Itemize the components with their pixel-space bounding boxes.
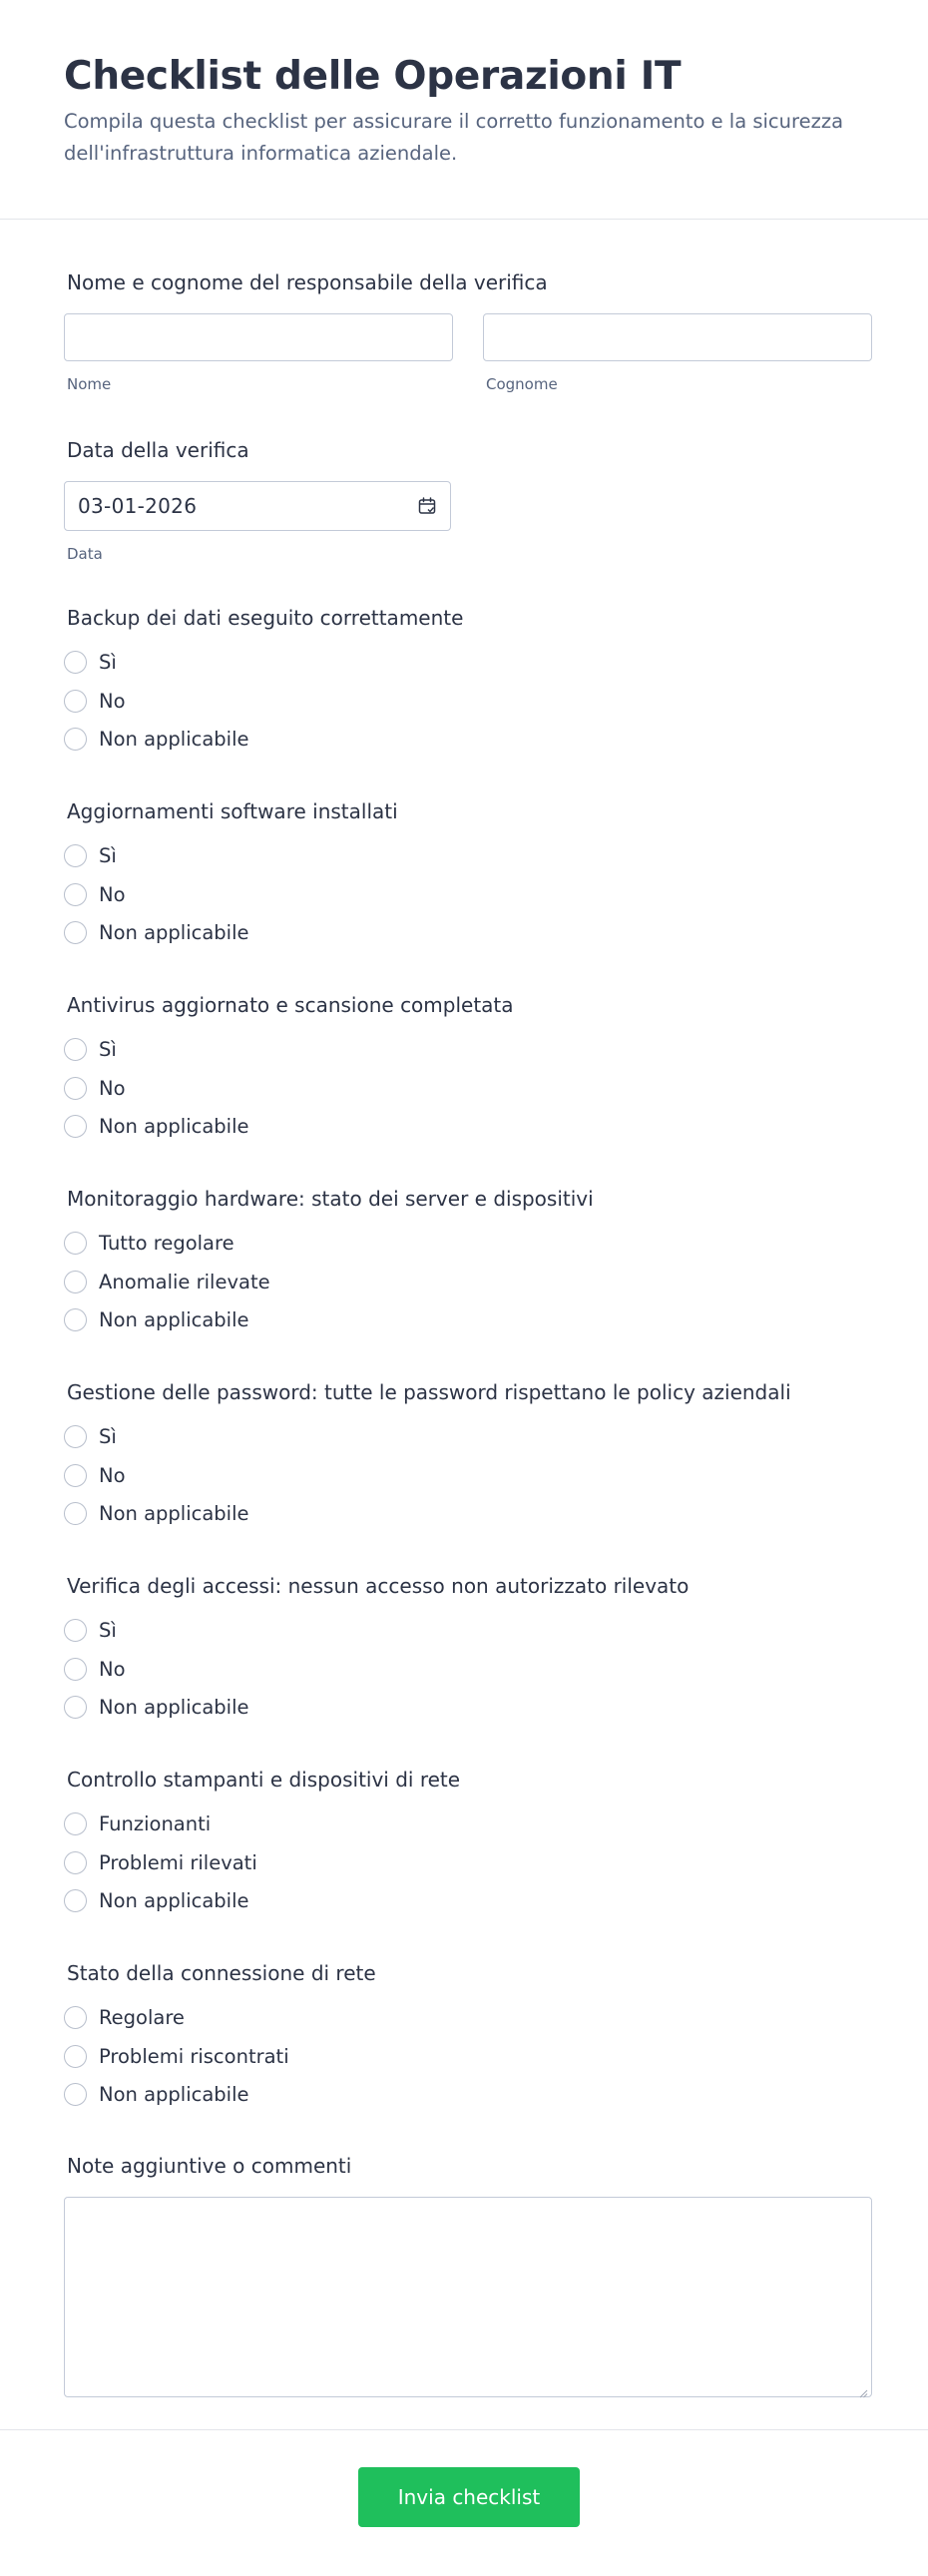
radio-option-label: No bbox=[99, 882, 126, 906]
radio-button[interactable] bbox=[64, 1271, 87, 1293]
question-label: Gestione delle password: tutte le password rispettano le policy aziendali bbox=[67, 1380, 791, 1404]
radio-button[interactable] bbox=[64, 1038, 87, 1061]
radio-button[interactable] bbox=[64, 1658, 87, 1681]
radio-option-label: Sì bbox=[99, 1618, 117, 1642]
radio-option[interactable] bbox=[64, 682, 872, 721]
radio-option[interactable] bbox=[64, 643, 872, 682]
question-label: Aggiornamenti software installati bbox=[67, 799, 398, 823]
question-printers-network-devices bbox=[64, 1767, 872, 1920]
radio-option[interactable] bbox=[64, 875, 872, 914]
radio-option-label: Non applicabile bbox=[99, 921, 249, 945]
question-label: Antivirus aggiornato e scansione completata bbox=[67, 993, 514, 1017]
radio-option-label: Non applicabile bbox=[99, 1115, 249, 1139]
radio-option-label: Non applicabile bbox=[99, 2083, 249, 2107]
radio-option-label: Non applicabile bbox=[99, 1308, 249, 1332]
radio-button[interactable] bbox=[64, 1077, 87, 1100]
verification-date-field bbox=[64, 437, 872, 563]
date-sublabel: Data bbox=[67, 545, 103, 563]
date-input[interactable] bbox=[64, 481, 451, 531]
radio-option[interactable] bbox=[64, 1417, 872, 1456]
radio-option[interactable] bbox=[64, 836, 872, 875]
radio-option[interactable] bbox=[64, 1456, 872, 1495]
radio-option-label: Tutto regolare bbox=[99, 1231, 234, 1255]
question-network-connection bbox=[64, 1960, 872, 2114]
radio-button[interactable] bbox=[64, 1464, 87, 1487]
radio-option-label: Sì bbox=[99, 1424, 117, 1448]
radio-option-label: Non applicabile bbox=[99, 1889, 249, 1913]
calendar-icon[interactable] bbox=[417, 496, 437, 516]
radio-option-label: Sì bbox=[99, 650, 117, 674]
radio-button[interactable] bbox=[64, 883, 87, 906]
responsible-name-field bbox=[64, 269, 872, 409]
notes-field bbox=[64, 2153, 872, 2397]
radio-button[interactable] bbox=[64, 651, 87, 674]
radio-option-label: Non applicabile bbox=[99, 1502, 249, 1526]
radio-button[interactable] bbox=[64, 921, 87, 944]
radio-button[interactable] bbox=[64, 690, 87, 713]
radio-button[interactable] bbox=[64, 1232, 87, 1255]
radio-option[interactable] bbox=[64, 1688, 872, 1727]
radio-button[interactable] bbox=[64, 1696, 87, 1719]
footer-divider bbox=[0, 2429, 928, 2430]
radio-option-label: Funzionanti bbox=[99, 1811, 212, 1835]
radio-button[interactable] bbox=[64, 844, 87, 867]
first-name-input[interactable] bbox=[64, 313, 453, 361]
page-title: Checklist delle Operazioni IT bbox=[64, 54, 682, 99]
question-antivirus bbox=[64, 992, 872, 1146]
first-name-sublabel: Nome bbox=[67, 375, 112, 393]
radio-option[interactable] bbox=[64, 1611, 872, 1650]
radio-button[interactable] bbox=[64, 1115, 87, 1138]
radio-option-label: Sì bbox=[99, 1037, 117, 1061]
question-label: Monitoraggio hardware: stato dei server e dispositivi bbox=[67, 1187, 594, 1211]
radio-button[interactable] bbox=[64, 1812, 87, 1835]
radio-button[interactable] bbox=[64, 2045, 87, 2068]
question-software-updates bbox=[64, 798, 872, 952]
radio-option[interactable] bbox=[64, 2037, 872, 2076]
radio-option[interactable] bbox=[64, 1263, 872, 1301]
radio-button[interactable] bbox=[64, 2006, 87, 2029]
radio-option-label: Problemi rilevati bbox=[99, 1850, 257, 1874]
resize-grip-icon[interactable] bbox=[858, 2383, 868, 2393]
radio-option-label: No bbox=[99, 1076, 126, 1100]
verification-date-label: Data della verifica bbox=[67, 438, 249, 462]
last-name-sublabel: Cognome bbox=[486, 375, 558, 393]
radio-option-label: No bbox=[99, 1657, 126, 1681]
header-divider bbox=[0, 219, 928, 220]
radio-option[interactable] bbox=[64, 1843, 872, 1882]
radio-option-label: Anomalie rilevate bbox=[99, 1270, 270, 1293]
question-access-verification bbox=[64, 1573, 872, 1727]
radio-option[interactable] bbox=[64, 2075, 872, 2114]
form-header bbox=[0, 0, 928, 168]
question-password-management bbox=[64, 1379, 872, 1533]
radio-option-label: Regolare bbox=[99, 2005, 185, 2029]
radio-option[interactable] bbox=[64, 1998, 872, 2037]
radio-option-label: No bbox=[99, 689, 126, 713]
radio-option[interactable] bbox=[64, 1494, 872, 1533]
radio-option-label: No bbox=[99, 1463, 126, 1487]
radio-option[interactable] bbox=[64, 1030, 872, 1069]
page-subtitle: Compila questa checklist per assicurare il corretto funzionamento e la sicurezza dell'infrastruttura informatica aziendale. bbox=[64, 110, 844, 165]
radio-option-label: Sì bbox=[99, 843, 117, 867]
radio-option[interactable] bbox=[64, 1107, 872, 1146]
question-backup bbox=[64, 605, 872, 759]
question-label: Verifica degli accessi: nessun accesso non autorizzato rilevato bbox=[67, 1574, 690, 1598]
radio-option[interactable] bbox=[64, 1300, 872, 1339]
radio-button[interactable] bbox=[64, 728, 87, 751]
question-hardware-monitoring bbox=[64, 1186, 872, 1339]
radio-button[interactable] bbox=[64, 2083, 87, 2106]
radio-option[interactable] bbox=[64, 1881, 872, 1920]
radio-option[interactable] bbox=[64, 913, 872, 952]
responsible-name-label: Nome e cognome del responsabile della verifica bbox=[67, 270, 548, 294]
notes-textarea[interactable] bbox=[64, 2197, 872, 2397]
radio-button[interactable] bbox=[64, 1619, 87, 1642]
radio-option[interactable] bbox=[64, 1069, 872, 1108]
radio-button[interactable] bbox=[64, 1502, 87, 1525]
notes-label: Note aggiuntive o commenti bbox=[67, 2154, 352, 2178]
radio-option[interactable] bbox=[64, 1650, 872, 1689]
last-name-input[interactable] bbox=[483, 313, 872, 361]
radio-option-label: Non applicabile bbox=[99, 1696, 249, 1720]
date-value: 03-01-2026 bbox=[78, 494, 198, 518]
radio-button[interactable] bbox=[64, 1425, 87, 1448]
radio-option[interactable] bbox=[64, 1804, 872, 1843]
question-label: Controllo stampanti e dispositivi di rete bbox=[67, 1768, 461, 1792]
radio-option-label: Non applicabile bbox=[99, 728, 249, 752]
question-label: Backup dei dati eseguito correttamente bbox=[67, 606, 464, 630]
question-label: Stato della connessione di rete bbox=[67, 1961, 376, 1985]
radio-option[interactable] bbox=[64, 720, 872, 759]
submit-checklist-button[interactable]: Invia checklist bbox=[358, 2467, 580, 2527]
radio-button[interactable] bbox=[64, 1889, 87, 1912]
radio-option[interactable] bbox=[64, 1224, 872, 1263]
radio-button[interactable] bbox=[64, 1308, 87, 1331]
radio-option-label: Problemi riscontrati bbox=[99, 2044, 289, 2068]
radio-button[interactable] bbox=[64, 1851, 87, 1874]
